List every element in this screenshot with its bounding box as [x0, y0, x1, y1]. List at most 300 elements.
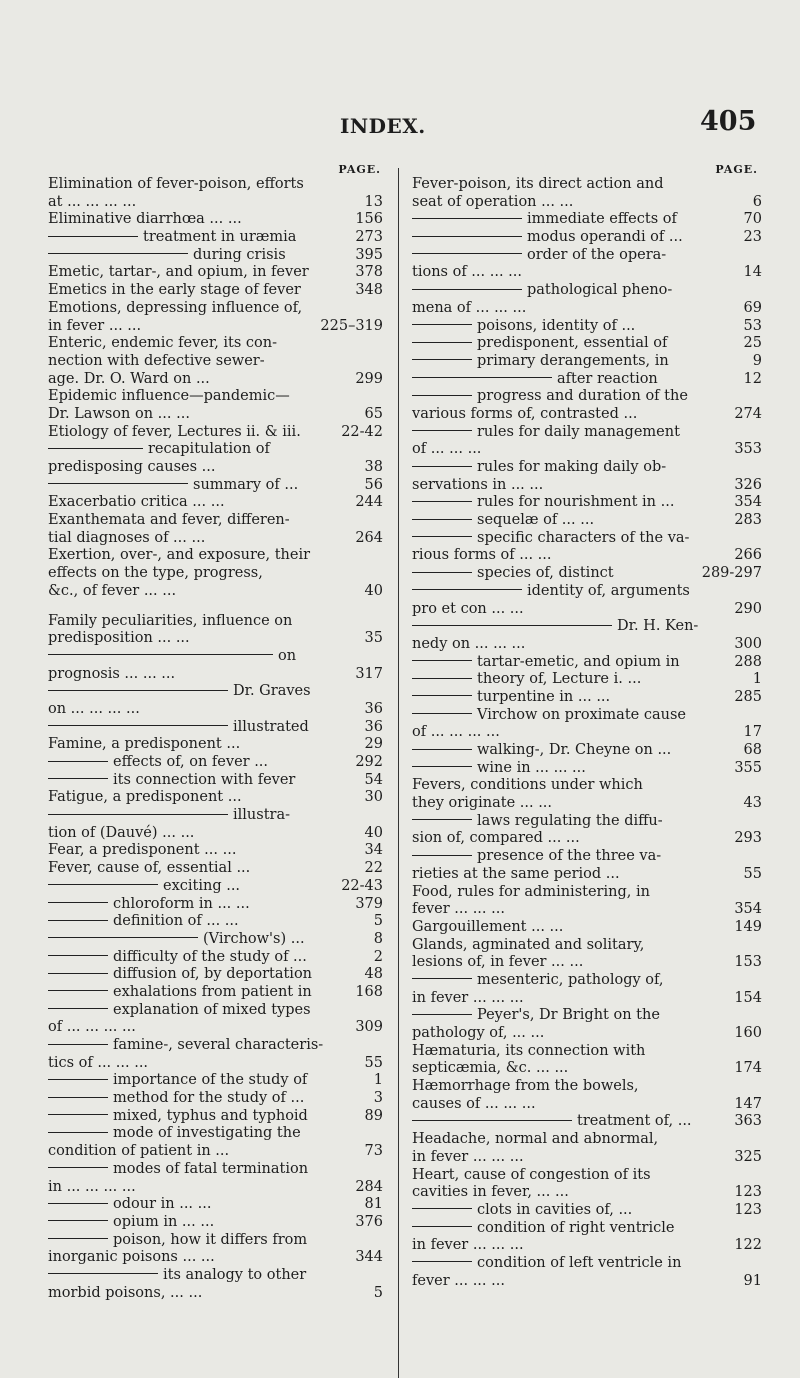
entry-page: 326	[734, 476, 762, 493]
index-entry	[412, 618, 762, 636]
entry-text: tions of ... ... ...	[412, 264, 522, 281]
ditto-dash	[48, 1008, 108, 1009]
ditto-dash	[412, 819, 472, 820]
entry-text: diffusion of, by deportation	[113, 966, 313, 983]
index-entry	[412, 954, 762, 972]
index-entry	[48, 949, 383, 967]
entry-page: 34	[364, 842, 383, 859]
index-entry	[48, 282, 383, 300]
ditto-dash	[48, 253, 188, 254]
index-entry	[48, 353, 383, 371]
entry-page: 40	[364, 824, 383, 841]
entry-text: age. Dr. O. Ward on ...	[48, 370, 210, 387]
index-entry	[48, 547, 383, 565]
ditto-dash	[48, 761, 108, 762]
ditto-dash	[412, 1120, 572, 1121]
ditto-dash	[412, 395, 472, 396]
entry-page: 299	[355, 370, 383, 387]
entry-page: 325	[734, 1148, 762, 1165]
entry-text: condition of patient in ...	[48, 1143, 230, 1160]
entry-text: Hæmorrhage from the bowels,	[412, 1078, 639, 1095]
ditto-dash	[48, 1114, 108, 1115]
ditto-dash	[412, 342, 472, 343]
index-entry	[412, 300, 762, 318]
entry-page: 5	[373, 913, 383, 930]
index-entry	[48, 1125, 383, 1143]
entry-text: illustrated	[233, 718, 309, 735]
index-entry	[48, 807, 383, 825]
entry-text: mena of ... ... ...	[412, 299, 527, 316]
entry-text: condition of left ventricle in	[477, 1254, 682, 1271]
entry-text: after reaction	[557, 370, 658, 387]
ditto-dash	[412, 1014, 472, 1015]
entry-text: &c., of fever ... ...	[48, 582, 177, 599]
entry-text: treatment in uræmia	[143, 229, 297, 246]
ditto-dash	[48, 937, 198, 938]
entry-page: 348	[355, 282, 383, 299]
entry-page: 285	[734, 688, 762, 705]
ditto-dash	[412, 572, 472, 573]
index-entry	[412, 760, 762, 778]
entry-page: 288	[734, 653, 762, 670]
index-entry	[412, 1149, 762, 1167]
entry-page: 379	[355, 895, 383, 912]
entry-text: Elimination of fever-poison, efforts	[48, 176, 304, 192]
entry-text: recapitulation of	[148, 441, 270, 458]
entry-text: poisons, identity of ...	[477, 317, 636, 334]
entry-text: primary derangements, in	[477, 352, 669, 369]
page-column-label: PAGE.	[715, 163, 758, 176]
entry-page: 168	[355, 983, 383, 1000]
entry-page: 1	[752, 671, 762, 688]
right-entries	[412, 176, 762, 1290]
ditto-dash	[412, 660, 472, 661]
index-entry	[412, 494, 762, 512]
entry-text: condition of right ventricle	[477, 1219, 675, 1236]
entry-page: 70	[743, 211, 762, 228]
entry-text: Fevers, conditions under which	[412, 777, 643, 794]
index-entry	[48, 247, 383, 265]
index-entry	[48, 264, 383, 282]
entry-text: at ... ... ... ...	[48, 193, 137, 210]
entry-gap	[48, 601, 383, 613]
index-entry	[412, 1131, 762, 1149]
index-entry	[412, 229, 762, 247]
ditto-dash	[412, 519, 472, 520]
entry-page: 376	[355, 1213, 383, 1230]
index-entry	[412, 830, 762, 848]
entry-page: 274	[734, 405, 762, 422]
entry-page: 123	[734, 1201, 762, 1218]
index-entry	[48, 789, 383, 807]
entry-page: 225–319	[320, 317, 383, 334]
index-entry	[412, 282, 762, 300]
ditto-dash	[48, 1238, 108, 1239]
index-entry	[412, 318, 762, 336]
entry-text: predisposing causes ...	[48, 459, 216, 475]
entry-page: 344	[355, 1249, 383, 1266]
entry-text: modes of fatal termination	[113, 1160, 309, 1177]
entry-text: rules for nourishment in ...	[477, 494, 675, 511]
entry-page: 363	[734, 1113, 762, 1130]
index-entry	[48, 300, 383, 318]
index-entry	[412, 424, 762, 442]
entry-text: of ... ... ...	[412, 441, 482, 458]
entry-text: Emetics in the early stage of fever	[48, 282, 301, 299]
entry-text: mixed, typhus and typhoid	[113, 1107, 308, 1124]
entry-text: chloroform in ... ...	[113, 895, 250, 912]
entry-text: Enteric, endemic fever, its con-	[48, 335, 278, 352]
ditto-dash	[48, 884, 158, 885]
entry-page: 354	[734, 494, 762, 511]
entry-page: 29	[364, 736, 383, 753]
index-entry	[48, 1019, 383, 1037]
column-divider	[398, 168, 399, 1378]
entry-page: 36	[364, 718, 383, 735]
entry-page: 149	[734, 918, 762, 935]
index-entry	[48, 194, 383, 212]
entry-text: progress and duration of the	[477, 388, 688, 405]
index-entry	[48, 1055, 383, 1073]
ditto-dash	[48, 1167, 108, 1168]
entry-text: difficulty of the study of ...	[113, 948, 307, 965]
index-entry	[412, 459, 762, 477]
entry-text: Exertion, over-, and exposure, their	[48, 547, 311, 564]
entry-page: 36	[364, 700, 383, 717]
index-entry	[48, 335, 383, 353]
index-entry	[412, 1273, 762, 1291]
entry-text: various forms of, contrasted ...	[412, 405, 638, 422]
index-entry	[412, 1096, 762, 1114]
entry-text: mesenteric, pathology of,	[477, 971, 664, 988]
index-entry	[48, 211, 383, 229]
entry-page: 17	[743, 724, 762, 741]
entry-page: 283	[734, 512, 762, 529]
entry-page: 289-297	[701, 565, 762, 582]
ditto-dash	[48, 483, 188, 484]
index-entry	[412, 1255, 762, 1273]
index-entry	[412, 264, 762, 282]
entry-text: effects on the type, progress,	[48, 565, 263, 582]
entry-text: Emotions, depressing influence of,	[48, 299, 303, 316]
entry-text: Glands, agminated and solitary,	[412, 936, 645, 953]
entry-text: Exanthemata and fever, differen-	[48, 512, 290, 529]
entry-text: in fever ... ... ...	[412, 1237, 524, 1254]
index-entry	[412, 406, 762, 424]
ditto-dash	[412, 678, 472, 679]
index-entry	[48, 371, 383, 389]
index-entry	[48, 477, 383, 495]
index-entry	[48, 613, 383, 631]
entry-text: Hæmaturia, its connection with	[412, 1042, 646, 1059]
ditto-dash	[412, 1226, 472, 1227]
entry-text: Eliminative diarrhœa ... ...	[48, 211, 242, 228]
ditto-dash	[412, 749, 472, 750]
ditto-dash	[48, 920, 108, 921]
index-entry	[48, 1037, 383, 1055]
entry-text: Dr. Graves	[233, 683, 311, 700]
entry-page: 378	[355, 264, 383, 281]
index-entry	[48, 512, 383, 530]
index-entry	[412, 1220, 762, 1238]
entry-page: 65	[364, 405, 383, 422]
entry-text: nection with defective sewer-	[48, 352, 265, 369]
index-entry	[48, 583, 383, 601]
index-entry	[412, 1060, 762, 1078]
entry-page: 293	[734, 830, 762, 847]
index-entry	[412, 371, 762, 389]
entry-text: pathological pheno-	[527, 282, 673, 299]
entry-page: 30	[364, 789, 383, 806]
ditto-dash	[48, 654, 273, 655]
index-entry	[412, 1043, 762, 1061]
index-entry	[48, 1108, 383, 1126]
entry-text: Fever-poison, its direct action and	[412, 176, 664, 192]
entry-text: fever ... ... ...	[412, 1272, 505, 1289]
index-entry	[48, 966, 383, 984]
entry-text: order of the opera-	[527, 246, 667, 263]
ditto-dash	[412, 625, 612, 626]
entry-text: Gargouillement ... ...	[412, 918, 564, 935]
entry-text: Fatigue, a predisponent ...	[48, 789, 242, 806]
entry-page: 355	[734, 759, 762, 776]
entry-page: 5	[373, 1284, 383, 1301]
entry-text: Etiology of fever, Lectures ii. & iii.	[48, 423, 301, 440]
entry-text: pro et con ... ...	[412, 600, 524, 617]
entry-text: causes of ... ... ...	[412, 1095, 536, 1112]
entry-page: 14	[743, 264, 762, 281]
index-entry	[48, 842, 383, 860]
entry-page: 292	[355, 754, 383, 770]
index-entry	[412, 547, 762, 565]
entry-text: exciting ...	[163, 877, 241, 894]
entry-page: 23	[743, 229, 762, 246]
entry-text: cavities in fever, ... ...	[412, 1184, 569, 1201]
entry-text: rules for daily management	[477, 423, 680, 440]
entry-text: specific characters of the va-	[477, 529, 690, 546]
entry-page: 3	[373, 1090, 383, 1107]
entry-text: sequelæ of ... ...	[477, 512, 595, 529]
entry-page: 55	[743, 865, 762, 882]
ditto-dash	[48, 1132, 108, 1133]
index-entry	[48, 1143, 383, 1161]
index-entry	[412, 654, 762, 672]
entry-text: Fever, cause of, essential ...	[48, 860, 251, 877]
index-entry	[412, 1202, 762, 1220]
index-entry	[48, 229, 383, 247]
index-entry	[412, 848, 762, 866]
entry-text: identity of, arguments	[527, 582, 690, 599]
entry-text: laws regulating the diffu-	[477, 812, 663, 829]
entry-page: 69	[743, 299, 762, 316]
entry-text: in ... ... ... ...	[48, 1178, 136, 1195]
ditto-dash	[48, 236, 138, 237]
index-entry	[412, 530, 762, 548]
entry-text: clots in cavities of, ...	[477, 1201, 633, 1218]
entry-text: Headache, normal and abnormal,	[412, 1131, 659, 1148]
entry-text: method for the study of ...	[113, 1090, 305, 1107]
index-entry	[412, 477, 762, 495]
entry-text: in fever ... ... ...	[412, 989, 524, 1006]
index-entry	[412, 176, 762, 194]
ditto-dash	[412, 359, 472, 360]
entry-page: 55	[364, 1054, 383, 1071]
index-entry	[412, 1113, 762, 1131]
ditto-dash	[412, 501, 472, 502]
entry-text: exhalations from patient in	[113, 983, 312, 1000]
index-entry	[412, 353, 762, 371]
index-entry	[412, 689, 762, 707]
entry-text: lesions of, in fever ... ...	[412, 954, 584, 971]
ditto-dash	[48, 1273, 158, 1274]
entry-page: 43	[743, 795, 762, 812]
entry-text: Famine, a predisponent ...	[48, 736, 241, 753]
entry-text: rious forms of ... ...	[412, 547, 552, 564]
entry-page: 1	[373, 1072, 383, 1089]
index-entry	[48, 1214, 383, 1232]
entry-text: poison, how it differs from	[113, 1231, 308, 1248]
index-entry	[412, 671, 762, 689]
index-entry	[48, 648, 383, 666]
ditto-dash	[48, 1044, 108, 1045]
entry-text: famine-, several characteris-	[113, 1037, 324, 1053]
index-entry	[412, 1167, 762, 1185]
entry-page: 147	[734, 1095, 762, 1112]
entry-text: sion of, compared ... ...	[412, 830, 580, 847]
entry-text: tics of ... ... ...	[48, 1054, 149, 1071]
index-entry	[48, 494, 383, 512]
ditto-dash	[412, 695, 472, 696]
index-entry	[48, 1249, 383, 1267]
index-entry	[48, 459, 383, 477]
entry-text: explanation of mixed types	[113, 1001, 311, 1018]
entry-text: prognosis ... ... ...	[48, 665, 176, 682]
left-entries	[48, 176, 383, 1302]
entry-text: of ... ... ... ...	[412, 724, 500, 741]
entry-page: 154	[734, 989, 762, 1006]
index-entry	[412, 512, 762, 530]
page-header-title: INDEX.	[340, 114, 426, 138]
ditto-dash	[48, 902, 108, 903]
index-entry	[412, 335, 762, 353]
entry-text: importance of the study of	[113, 1072, 308, 1089]
index-entry	[412, 565, 762, 583]
entry-text: wine in ... ... ...	[477, 759, 586, 776]
entry-text: its connection with fever	[113, 771, 296, 788]
entry-page: 35	[364, 630, 383, 647]
entry-text: servations in ... ...	[412, 476, 544, 493]
entry-text: nedy on ... ... ...	[412, 635, 526, 652]
index-entry	[412, 919, 762, 937]
ditto-dash	[412, 766, 472, 767]
ditto-dash	[48, 955, 108, 956]
index-entry	[48, 683, 383, 701]
ditto-dash	[48, 448, 143, 449]
ditto-dash	[48, 1203, 108, 1204]
ditto-dash	[412, 713, 472, 714]
index-entry	[48, 913, 383, 931]
entry-page: 6	[752, 193, 762, 210]
index-entry	[48, 565, 383, 583]
entry-page: 13	[364, 193, 383, 210]
entry-page: 22	[364, 860, 383, 877]
entry-text: Food, rules for administering, in	[412, 883, 650, 900]
ditto-dash	[412, 324, 472, 325]
entry-text: presence of the three va-	[477, 848, 662, 865]
ditto-dash	[48, 778, 108, 779]
index-entry	[48, 931, 383, 949]
entry-text: Virchow on proximate cause	[477, 706, 686, 723]
entry-text: in fever ... ...	[48, 317, 142, 334]
entry-page: 25	[743, 335, 762, 352]
entry-text: predisponent, essential of	[477, 335, 668, 352]
entry-text: definition of ... ...	[113, 913, 239, 930]
entry-page: 91	[743, 1272, 762, 1289]
index-entry	[48, 406, 383, 424]
entry-page: 40	[364, 582, 383, 599]
index-entry	[412, 583, 762, 601]
index-entry	[412, 795, 762, 813]
entry-page: 395	[355, 246, 383, 263]
entry-text: species of, distinct	[477, 565, 614, 582]
entry-text: its analogy to other	[163, 1266, 307, 1283]
ditto-dash	[412, 466, 472, 467]
entry-page: 354	[734, 901, 762, 918]
ditto-dash	[412, 430, 472, 431]
entry-text: Fear, a predisponent ... ...	[48, 842, 237, 859]
entry-page: 156	[355, 211, 383, 228]
index-entry	[48, 719, 383, 737]
ditto-dash	[48, 990, 108, 991]
entry-text: tion of (Dauvé) ... ...	[48, 824, 195, 841]
ditto-dash	[48, 690, 228, 691]
index-entry	[412, 601, 762, 619]
ditto-dash	[412, 978, 472, 979]
index-entry	[48, 878, 383, 896]
index-entry	[412, 247, 762, 265]
entry-page: 353	[734, 441, 762, 458]
ditto-dash	[412, 855, 472, 856]
entry-text: seat of operation ... ...	[412, 193, 574, 210]
entry-page: 73	[364, 1143, 383, 1160]
entry-text: Family peculiarities, influence on	[48, 612, 293, 629]
entry-page: 244	[355, 494, 383, 511]
index-entry	[412, 813, 762, 831]
index-entry	[48, 1161, 383, 1179]
index-entry	[48, 630, 383, 648]
entry-text: turpentine in ... ...	[477, 688, 611, 705]
ditto-dash	[48, 725, 228, 726]
index-entry	[412, 884, 762, 902]
index-entry	[48, 754, 383, 772]
index-entry	[48, 1072, 383, 1090]
entry-text: Heart, cause of congestion of its	[412, 1166, 651, 1183]
index-entry	[412, 937, 762, 955]
entry-page: 300	[734, 635, 762, 652]
entry-text: rieties at the same period ...	[412, 865, 620, 882]
entry-page: 317	[355, 665, 383, 682]
entry-text: opium in ... ...	[113, 1213, 215, 1230]
index-entry	[48, 424, 383, 442]
ditto-dash	[412, 289, 522, 290]
entry-page: 12	[743, 370, 762, 387]
entry-page: 8	[373, 930, 383, 947]
ditto-dash	[412, 236, 522, 237]
ditto-dash	[412, 589, 522, 590]
ditto-dash	[48, 1079, 108, 1080]
entry-text: tial diagnoses of ... ...	[48, 529, 206, 546]
index-entry	[48, 896, 383, 914]
